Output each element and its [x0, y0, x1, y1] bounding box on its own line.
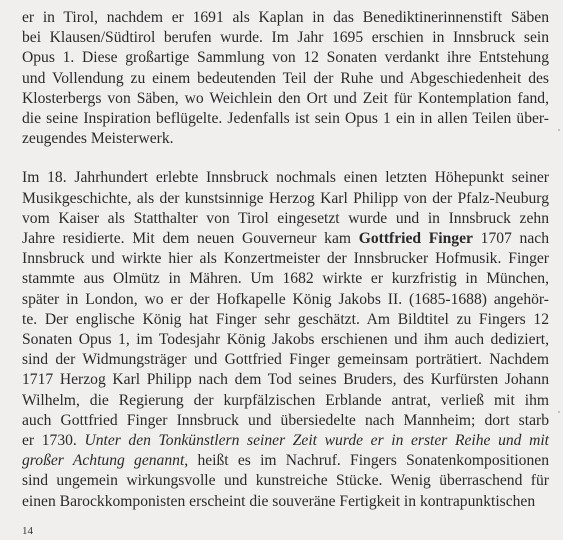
text-line — [22, 48, 549, 68]
text-run: auch Gottfried Finger Innsbruck und übersiedelte nach Mannheim; dort starb — [22, 411, 549, 429]
italic-quote: Unter den Tonkünstlern seiner Zeit wurde er in erster Reihe und mit — [84, 432, 550, 450]
text-run: te. Der englische König hat Finger sehr geschätzt. Am Bildtitel zu Fingers 12 — [22, 310, 549, 328]
bold-name: Gottfried Finger — [358, 230, 473, 248]
page-number: 14 — [22, 525, 33, 537]
text-run: zeugendes Meisterwerk. — [22, 130, 174, 148]
text-line — [22, 370, 549, 390]
paragraph — [22, 8, 549, 149]
text-run: bei Klausen/Südtirol berufen wurde. Im Jahr 1695 erschien in Innsbruck sein — [22, 29, 549, 47]
text-run: 1707 nach — [472, 230, 549, 248]
text-run: Klosterbergs von Säben, wo Weichlein den Ort und Zeit für Kontemplation fand, — [22, 89, 549, 107]
text-run: und Vollendung zu einem bedeutenden Teil der Ruhe und Abgeschiedenheit des — [22, 69, 549, 87]
text-run: er in Tirol, nachdem er 1691 als Kaplan in das Benediktinerinnenstift Säben — [22, 9, 549, 26]
text-line — [22, 310, 549, 330]
text-run: einen Barockkomponisten erscheint die souveräne Fertigkeit in kontrapunktischen — [22, 492, 536, 510]
text-line — [22, 189, 549, 209]
text-line — [22, 350, 549, 370]
text-run: sind ungemein wirkungsvolle und kunstreiche Stücke. Wenig überraschend für — [22, 472, 549, 490]
text-line — [22, 330, 549, 350]
text-line — [22, 451, 549, 471]
text-line — [22, 28, 549, 48]
text-run: vom Kaiser als Statthalter von Tirol eingesetzt wurde und in Innsbruck zehn — [22, 209, 549, 227]
text-line — [22, 431, 549, 451]
text-line — [22, 168, 549, 188]
text-run: Wilhelm, die Regierung der kurpfälzischen Erblande antrat, verließ mit ihm — [22, 391, 549, 409]
text-line — [22, 492, 549, 512]
margin-speck — [558, 411, 560, 413]
text-run: Innsbruck und wirkte hier als Konzertmeister der Innsbrucker Hofmusik. Finger — [22, 250, 549, 268]
margin-speck — [558, 129, 560, 131]
text-body — [22, 8, 549, 512]
text-line — [22, 229, 549, 249]
text-line — [22, 8, 549, 28]
text-line — [22, 471, 549, 491]
text-line — [22, 69, 549, 89]
text-run: Musikgeschichte, als der kunstsinnige Herzog Karl Philipp von der Pfalz-Neuburg — [22, 189, 549, 207]
text-run: stammte aus Olmütz in Mähren. Um 1682 wirkte er kurzfristig in München, — [22, 270, 549, 288]
text-run: Opus 1. Diese großartige Sammlung von 12 Sonaten verdankt ihre Entstehung — [22, 49, 549, 67]
text-line — [22, 109, 549, 129]
text-line — [22, 129, 549, 149]
text-line — [22, 209, 549, 229]
text-run: Jahre residierte. Mit dem neuen Gouverneur kam — [22, 230, 359, 248]
text-line — [22, 249, 549, 269]
text-line — [22, 89, 549, 109]
paragraph — [22, 168, 549, 511]
text-run: Im 18. Jahrhundert erlebte Innsbruck nochmals einen letzten Höhepunkt seiner — [22, 169, 549, 187]
text-run: , heißt es im Nachruf. Fingers Sonatenkompositionen — [184, 452, 549, 470]
text-run: sind der Widmungsträger und Gottfried Finger gemeinsam porträtiert. Nachdem — [22, 351, 549, 369]
text-run: Sonaten Opus 1, im Todesjahr König Jakobs erschienen und ihm auch dediziert, — [22, 331, 549, 349]
italic-quote: großer Achtung genannt — [22, 452, 185, 470]
text-run: die seine Inspiration beflügelte. Jedenfalls ist sein Opus 1 ein in allen Teilen über- — [22, 110, 549, 128]
text-line — [22, 269, 549, 289]
text-run: er 1730. — [22, 432, 85, 450]
text-line — [22, 290, 549, 310]
text-run: 1717 Herzog Karl Philipp nach dem Tod seines Bruders, des Kurfürsten Johann — [22, 371, 549, 389]
text-run: später in London, wo er der Hofkapelle König Jakobs II. (1685-1688) angehör- — [22, 290, 549, 308]
text-line — [22, 391, 549, 411]
text-line — [22, 411, 549, 431]
